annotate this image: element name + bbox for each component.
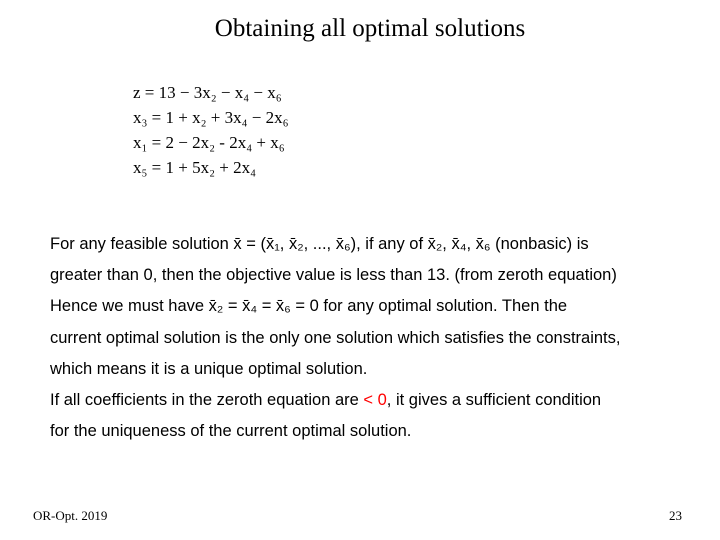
condition-text-pre: If all coefficients in the zeroth equation are (50, 391, 364, 410)
condition-text-post: , it gives a sufficient condition (386, 391, 602, 410)
constraint-equation-x1: x₁ = 2 − 2x₂ - 2x₄ + x₆ (133, 133, 285, 152)
paragraph-line-condition (50, 385, 690, 416)
footer-course-label: OR-Opt. 2019 (33, 508, 108, 523)
paragraph-line: for the uniqueness of the current optimal solution. (50, 422, 412, 441)
page-number: 23 (669, 508, 682, 523)
explanation-paragraph (50, 229, 690, 447)
paragraph-line: For any feasible solution x̄ = (x̄₁, x̄₂, ..., x̄₆), if any of x̄₂, x̄₄, x̄₆ (nonbasic) is (50, 235, 589, 253)
paragraph-line: greater than 0, then the objective value is less than 13. (from zeroth equation) (50, 266, 617, 285)
slide-title: Obtaining all optimal solutions (214, 15, 526, 42)
constraint-equation-x3: x₃ = 1 + x₂ + 3x₄ − 2x₆ (133, 108, 289, 127)
paragraph-line: current optimal solution is the only one solution which satisfies the constraints, (50, 328, 621, 347)
equation-block (133, 80, 289, 180)
constraint-equation-x5: x₅ = 1 + 5x₂ + 2x₄ (133, 158, 257, 177)
condition-highlight: < 0 (363, 391, 387, 410)
paragraph-line: Hence we must have x̄₂ = x̄₄ = x̄₆ = 0 for any optimal solution. Then the (50, 297, 568, 316)
paragraph-line: which means it is a unique optimal solution. (50, 359, 368, 378)
objective-equation: z = 13 − 3x₂ − x₄ − x₆ (133, 83, 282, 102)
